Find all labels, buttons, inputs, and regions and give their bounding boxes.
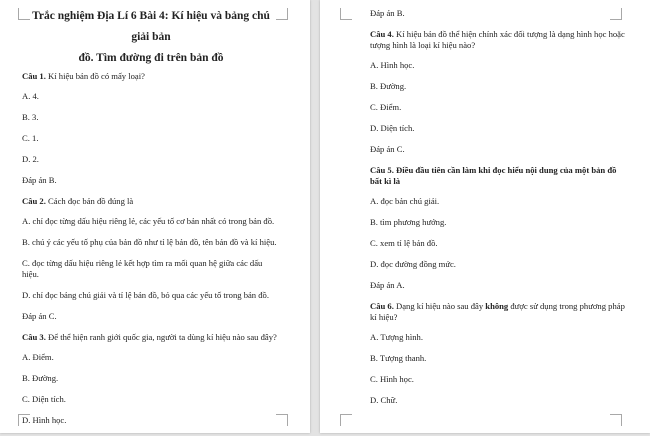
option: D. Chữ. [370, 395, 398, 405]
option: A. Tượng hình. [370, 332, 423, 342]
question-2: Câu 2. Cách đọc bản đồ đúng là [22, 196, 134, 206]
option: B. Tượng thanh. [370, 353, 427, 363]
option: D. Hình học. [22, 415, 67, 425]
answer: Đáp án C. [22, 311, 57, 321]
title-line-2: đồ. Tìm đường đi trên bản đồ [78, 52, 224, 64]
option: D. đọc đường đồng mức. [370, 259, 456, 269]
document-page-left [0, 0, 310, 433]
option: C. đọc từng dấu hiệu riêng lẻ kết hợp tìm ra mối quan hệ giữa các dấu hiệu. [22, 258, 263, 279]
option: B. 3. [22, 112, 39, 122]
option: D. chỉ đọc bảng chú giải và tỉ lệ bản đồ, bỏ qua các yếu tố trong bản đồ. [22, 290, 269, 300]
answer: Đáp án B. [370, 8, 405, 18]
title-line-1: Trắc nghiệm Địa Lí 6 Bài 4: Kí hiệu và bảng chú giải bản [32, 10, 270, 43]
option: B. Đường. [22, 373, 59, 383]
question-6: Câu 6. Dạng kí hiệu nào sau đây không được sử dụng trong phương pháp kí hiệu? [370, 301, 625, 322]
option: D. 2. [22, 154, 39, 164]
option: A. Hình học. [370, 60, 415, 70]
answer: Đáp án A. [370, 280, 405, 290]
option: B. chú ý các yếu tố phụ của bản đồ như tỉ lệ bản đồ, tên bản đồ và kí hiệu. [22, 237, 277, 247]
document-page-right [320, 0, 650, 433]
option: B. tìm phương hướng. [370, 217, 447, 227]
option: A. Điểm. [22, 352, 54, 362]
question-1: Câu 1. Kí hiệu bản đồ có mấy loại? [22, 71, 145, 81]
margin-mark [340, 414, 352, 426]
option: C. Diện tích. [22, 394, 66, 404]
option: A. đọc bản chú giải. [370, 196, 440, 206]
option: C. 1. [22, 133, 39, 143]
option: A. chỉ đọc từng dấu hiệu riêng lẻ, các yếu tố cơ bản nhất có trong bản đồ. [22, 216, 275, 226]
margin-mark [340, 8, 352, 20]
option: B. Đường. [370, 81, 407, 91]
option: C. Điểm. [370, 102, 402, 112]
option: A. 4. [22, 91, 39, 101]
answer: Đáp án C. [370, 144, 405, 154]
option: C. Hình học. [370, 374, 414, 384]
option: C. xem tỉ lệ bản đồ. [370, 238, 438, 248]
answer: Đáp án B. [22, 175, 57, 185]
question-4: Câu 4. Kí hiệu bản đồ thể hiện chính xác đối tượng là dạng hình học hoặc tượng hình là loại kí hiệu nào? [370, 29, 625, 50]
question-5: Câu 5. Điều đầu tiên cần làm khi đọc hiểu nội dung của một bản đồ bất kì là [370, 165, 617, 186]
option: D. Diện tích. [370, 123, 415, 133]
question-3: Câu 3. Để thể hiện ranh giới quốc gia, người ta dùng kí hiệu nào sau đây? [22, 332, 277, 342]
document-title [22, 6, 280, 69]
